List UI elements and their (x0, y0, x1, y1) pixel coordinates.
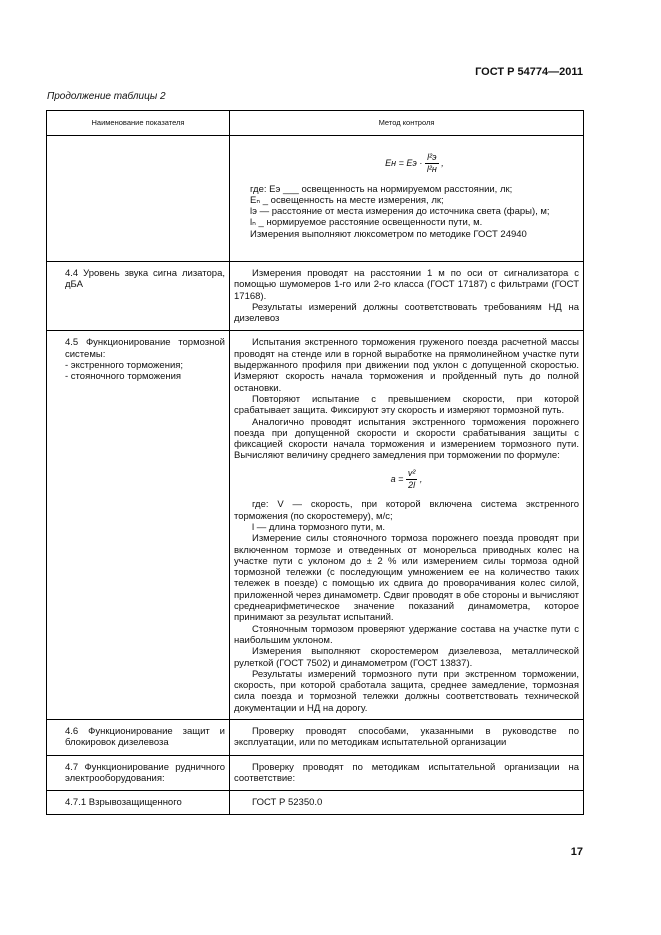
cell-name (47, 719, 230, 755)
method-paragraph: Повторяют испытание с превышением скорости, при которой срабатывает защита. Фиксируют эту скорость и измеряют тормозной путь. (234, 393, 579, 417)
table-row (47, 755, 584, 791)
cell-name (47, 755, 230, 791)
formula-lhs: Eн = Eэ · (385, 158, 423, 169)
indicator-name: 4.5 Функционирование тормозной системы: (65, 337, 225, 360)
method-paragraph: Испытания экстренного торможения груженого поезда расчетной массы проводят на стенде или в горной выработке на прямолинейном участке пути выдержанного профиля при движении под уклон с допущенной скоростью. Измеряют скорость начала торможения и пройденный путь до полной остановки. (234, 337, 579, 394)
formula-denominator: l²н (426, 164, 437, 175)
cell-method (230, 719, 584, 755)
method-paragraph: Результаты измерений должны соответствовать требованиям НД на дизелевоз (234, 301, 579, 325)
formula-legend: где: V — скорость, при которой включена система экстренного торможения (по скоростемеру), м/с; (234, 499, 579, 522)
table-header-row (47, 111, 584, 136)
method-paragraph: Аналогично проводят испытания экстренного торможения порожнего поезда при допущенной скорости и скорости срабатывания защиты с фиксацией скорости начала торможения и измерением тормозного пути. Вычисляют величину среднего замедления при торможении по формуле: (234, 416, 579, 462)
table-row (47, 262, 584, 331)
cell-method (230, 136, 584, 262)
legend-line: Измерения выполняют люксометром по методике ГОСТ 24940 (250, 228, 527, 240)
formula-numerator: l²э (425, 152, 439, 164)
formula-tail: , (441, 158, 444, 169)
method-paragraph: ГОСТ Р 52350.0 (252, 797, 323, 809)
legend-line: где: Еэ ___ освещенность на нормируемом расстоянии, лк; (250, 183, 513, 195)
formula-numerator: v² (406, 468, 418, 480)
cell-method (230, 262, 584, 331)
column-header-method: Метод контроля (230, 111, 584, 136)
method-table (46, 110, 584, 815)
cell-method (230, 791, 584, 815)
method-paragraph: Измерения выполняют скоростемером дизелевоза, металлической рулеткой (ГОСТ 7502) и динамометром (ГОСТ 13837). (234, 646, 579, 669)
method-paragraph: Проверку проводят способами, указанными в руководстве по эксплуатации, или по методикам испытательной организации (234, 725, 579, 749)
illuminance-formula (250, 152, 579, 176)
cell-name (47, 136, 230, 262)
deceleration-formula (234, 468, 579, 492)
method-paragraph: Измерение силы стояночного тормоза порожнего поезда проводят при включенном тормозе и отведенных от монорельса приводных колес на участке пути с уклоном до ± 2 % или измерением силы тормоза одной тормозной тележки (с последующим умножением ее на количество таких тележек в поезде) с помощью их сдвига до проворачивания колес силой, приложенной через динамометр. Сдвиг проводят в обе стороны и вычисляют среднеарифметическое значение показаний динамометра, которое принимают за результат испытаний. (234, 533, 579, 624)
formula-legend: l — длина тормозного пути, м. (252, 521, 386, 533)
table-row (47, 719, 584, 755)
legend-line: lэ — расстояние от места измерения до источника света (фары), м; (250, 206, 550, 218)
formula-lhs: a = (390, 473, 404, 484)
method-paragraph: Стояночным тормозом проверяют удержание состава на участке пути с наибольшим уклоном. (234, 623, 579, 646)
legend-line: Еₙ _ освещенность на месте измерения, лк; (250, 194, 444, 206)
indicator-name: 4.4 Уровень звука сигна лизатора, дБА (65, 268, 225, 291)
cell-name (47, 262, 230, 331)
table-row (47, 136, 584, 262)
table-caption: Продолжение таблицы 2 (47, 91, 166, 102)
formula-denominator: 2l (408, 480, 416, 491)
indicator-subitem: - стояночного торможения (65, 371, 182, 383)
cell-method (230, 331, 584, 720)
formula-fraction (425, 152, 439, 176)
legend-line: lₙ _ нормируемое расстояние освещенности пути, м. (250, 217, 483, 229)
indicator-name: 4.7 Функционирование рудничного электрооборудования: (65, 761, 225, 784)
method-paragraph: Проверку проводят по методикам испытательной организации на соответствие: (234, 761, 579, 784)
table-row (47, 791, 584, 815)
column-header-name: Наименование показателя (47, 111, 230, 136)
formula-fraction (406, 468, 418, 492)
indicator-name: 4.6 Функционирование защит и блокировок дизелевоза (65, 725, 225, 749)
cell-name (47, 331, 230, 720)
cell-method (230, 755, 584, 791)
formula-tail: , (419, 473, 423, 484)
indicator-name: 4.7.1 Взрывозащищенного (65, 797, 182, 809)
method-paragraph: Результаты измерений тормозного пути при экстренном торможении, скорость, при которой сработала защита, среднее замедление, тормозная сила поезда и тормозной тележки должны соответствовать технической документации и НД на дорогу. (234, 668, 579, 714)
page-number: 17 (570, 846, 583, 858)
cell-name (47, 791, 230, 815)
method-paragraph: Измерения проводят на расстоянии 1 м по оси от сигнализатора с помощью шумомеров 1-го или 2-го класса (ГОСТ 17187) с фильтрами (ГОСТ 17168). (234, 268, 579, 302)
indicator-subitem: - экстренного торможения; (65, 360, 184, 372)
table-row (47, 331, 584, 720)
standard-code: ГОСТ Р 54774—2011 (475, 66, 583, 78)
